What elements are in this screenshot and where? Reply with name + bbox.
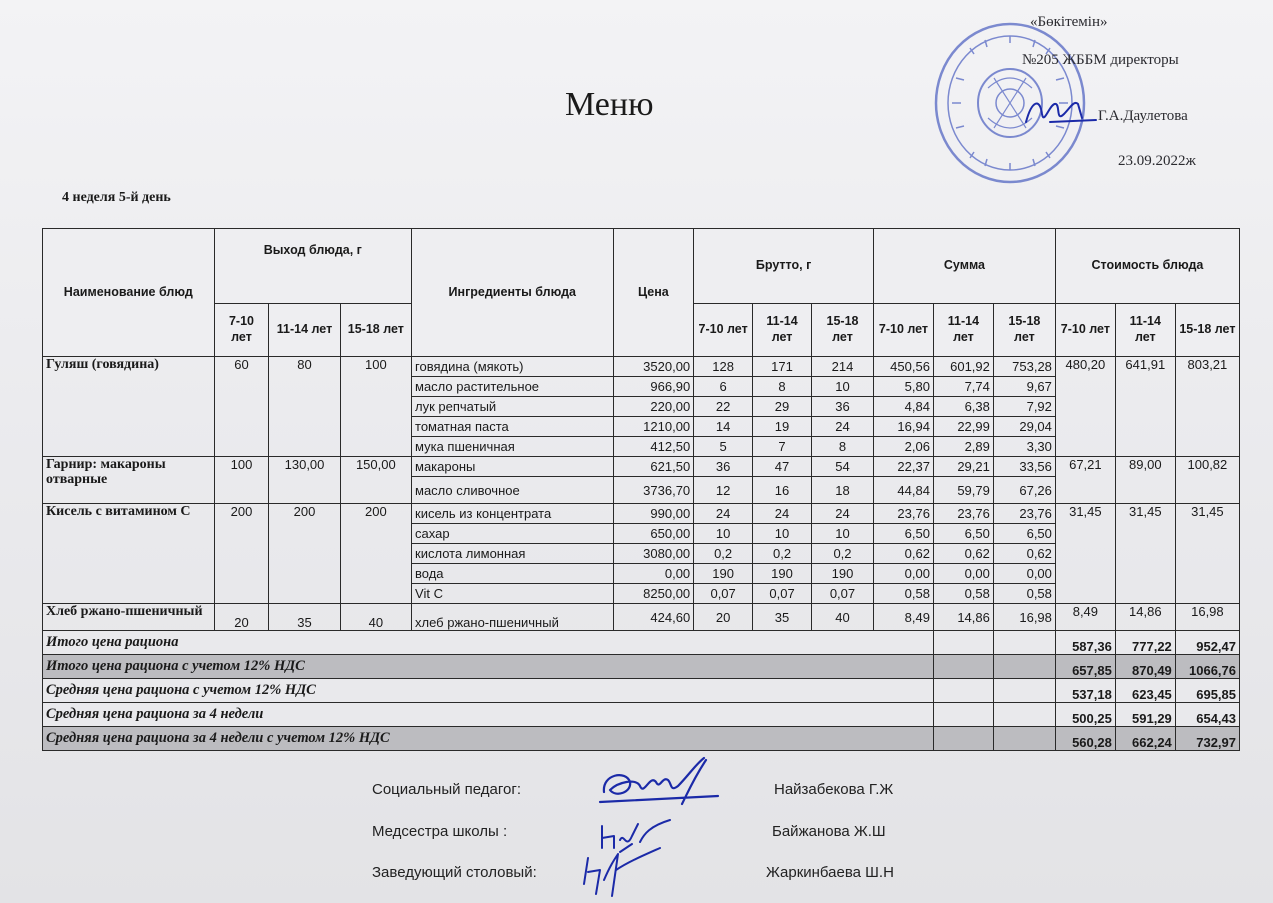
dish-name: Кисель с витамином С [43,504,215,604]
signature-role-nurse: Медсестра школы : [372,823,508,840]
sum-value: 7,74 [933,377,993,397]
brutto-value: 18 [811,477,873,504]
total-empty-cell [993,727,1055,751]
dish-yield: 100 [340,357,411,457]
header-cost-age2: 11-14 лет [1115,304,1175,357]
ingredient-price: 1210,00 [613,417,694,437]
ingredient-name: масло сливочное [412,477,614,504]
approval-date: 23.09.2022ж [1118,153,1196,169]
total-label: Итого цена рациона с учетом 12% НДС [43,655,934,679]
sum-value: 22,37 [874,457,934,477]
brutto-value: 8 [811,437,873,457]
sum-value: 33,56 [993,457,1055,477]
sum-value: 0,00 [933,564,993,584]
sum-value: 601,92 [933,357,993,377]
dish-cost: 641,91 [1115,357,1175,457]
sum-value: 0,62 [993,544,1055,564]
dish-yield: 150,00 [340,457,411,504]
total-value: 500,25 [1055,703,1115,727]
dish-cost: 803,21 [1175,357,1239,457]
sum-value: 0,58 [874,584,934,604]
dish-cost: 89,00 [1115,457,1175,504]
ingredient-name: масло растительное [412,377,614,397]
ingredient-name: лук репчатый [412,397,614,417]
brutto-value: 36 [694,457,753,477]
approval-position: №205 ЖББМ директоры [1022,52,1179,68]
total-label: Средняя цена рациона с учетом 12% НДС [43,679,934,703]
canteen-signature [576,840,666,900]
menu-table [42,228,1240,751]
sum-value: 4,84 [874,397,934,417]
dish-name: Гуляш (говядина) [43,357,215,457]
director-signature [1020,92,1100,132]
header-sum: Сумма [874,229,1056,304]
header-cost: Стоимость блюда [1055,229,1239,304]
total-empty-cell [993,631,1055,655]
dish-yield: 20 [214,604,269,631]
sum-value: 0,62 [874,544,934,564]
dish-cost: 31,45 [1115,504,1175,604]
sum-value: 23,76 [874,504,934,524]
dish-yield: 200 [340,504,411,604]
brutto-value: 8 [753,377,812,397]
total-label: Средняя цена рациона за 4 недели [43,703,934,727]
brutto-value: 24 [811,504,873,524]
ingredient-price: 990,00 [613,504,694,524]
brutto-value: 190 [694,564,753,584]
brutto-value: 0,2 [753,544,812,564]
dish-cost: 67,21 [1055,457,1115,504]
ingredient-name: кислота лимонная [412,544,614,564]
dish-yield: 40 [340,604,411,631]
menu-table-body [43,357,1240,751]
brutto-value: 10 [811,524,873,544]
brutto-value: 10 [694,524,753,544]
dish-cost: 31,45 [1055,504,1115,604]
dish-cost: 16,98 [1175,604,1239,631]
sum-value: 6,50 [933,524,993,544]
dish-name: Хлеб ржано-пшеничный [43,604,215,631]
ingredient-name: Vit C [412,584,614,604]
brutto-value: 190 [753,564,812,584]
header-sum-age1: 7-10 лет [874,304,934,357]
brutto-value: 19 [753,417,812,437]
ingredient-price: 220,00 [613,397,694,417]
ingredient-name: вода [412,564,614,584]
signature-name-nurse: Байжанова Ж.Ш [772,823,886,840]
week-day-label: 4 неделя 5-й день [62,190,171,205]
dish-yield: 100 [214,457,269,504]
sum-value: 6,50 [993,524,1055,544]
table-row [43,457,1240,477]
sum-value: 16,94 [874,417,934,437]
sum-value: 7,92 [993,397,1055,417]
total-empty-cell [933,679,993,703]
brutto-value: 0,07 [811,584,873,604]
header-price: Цена [613,229,694,357]
sum-value: 753,28 [993,357,1055,377]
brutto-value: 54 [811,457,873,477]
header-brutto-age2: 11-14 лет [753,304,812,357]
dish-cost: 31,45 [1175,504,1239,604]
sum-value: 3,30 [993,437,1055,457]
header-yield-age3: 15-18 лет [340,304,411,357]
brutto-value: 22 [694,397,753,417]
brutto-value: 0,07 [694,584,753,604]
sum-value: 0,58 [933,584,993,604]
brutto-value: 40 [811,604,873,631]
brutto-value: 36 [811,397,873,417]
ingredient-price: 424,60 [613,604,694,631]
total-value: 587,36 [1055,631,1115,655]
total-value: 662,24 [1115,727,1175,751]
brutto-value: 14 [694,417,753,437]
total-value: 654,43 [1175,703,1239,727]
dish-cost: 14,86 [1115,604,1175,631]
brutto-value: 6 [694,377,753,397]
ingredient-price: 3736,70 [613,477,694,504]
sum-value: 450,56 [874,357,934,377]
brutto-value: 16 [753,477,812,504]
sum-value: 44,84 [874,477,934,504]
ingredient-price: 3080,00 [613,544,694,564]
sum-value: 2,06 [874,437,934,457]
header-dish: Наименование блюд [43,229,215,357]
sum-value: 6,50 [874,524,934,544]
brutto-value: 190 [811,564,873,584]
brutto-value: 20 [694,604,753,631]
total-empty-cell [993,703,1055,727]
header-yield-age1: 7-10 лет [214,304,269,357]
total-empty-cell [933,655,993,679]
table-row [43,604,1240,631]
ingredient-price: 3520,00 [613,357,694,377]
signature-role-social: Социальный педагог: [372,781,522,798]
header-yield: Выход блюда, г [214,229,411,304]
sum-value: 8,49 [874,604,934,631]
dish-yield: 130,00 [269,457,340,504]
total-empty-cell [933,631,993,655]
dish-cost: 480,20 [1055,357,1115,457]
sum-value: 9,67 [993,377,1055,397]
ingredient-price: 0,00 [613,564,694,584]
total-empty-cell [933,727,993,751]
dish-cost: 8,49 [1055,604,1115,631]
approval-org: «Бөкітемін» [1030,14,1108,30]
social-pedagog-signature [596,752,726,814]
brutto-value: 24 [811,417,873,437]
sum-value: 0,58 [993,584,1055,604]
ingredient-price: 650,00 [613,524,694,544]
signature-name-social: Найзабекова Г.Ж [774,781,894,798]
total-value: 695,85 [1175,679,1239,703]
header-sum-age3: 15-18 лет [993,304,1055,357]
sum-value: 6,38 [933,397,993,417]
header-cost-age1: 7-10 лет [1055,304,1115,357]
signature-role-canteen: Заведующий столовый: [372,864,537,881]
approval-name: Г.А.Даулетова [1098,108,1188,124]
dish-cost: 100,82 [1175,457,1239,504]
ingredient-name: кисель из концентрата [412,504,614,524]
sum-value: 0,62 [933,544,993,564]
brutto-value: 10 [811,377,873,397]
dish-yield: 60 [214,357,269,457]
signature-name-canteen: Жаркинбаева Ш.Н [766,864,894,881]
brutto-value: 47 [753,457,812,477]
header-sum-age2: 11-14 лет [933,304,993,357]
brutto-value: 24 [694,504,753,524]
header-brutto: Брутто, г [694,229,874,304]
ingredient-price: 621,50 [613,457,694,477]
total-empty-cell [993,679,1055,703]
header-brutto-age1: 7-10 лет [694,304,753,357]
brutto-value: 35 [753,604,812,631]
header-cost-age3: 15-18 лет [1175,304,1239,357]
sum-value: 29,21 [933,457,993,477]
total-label: Средняя цена рациона за 4 недели с учетом 12% НДС [43,727,934,751]
ingredient-name: сахар [412,524,614,544]
brutto-value: 29 [753,397,812,417]
brutto-value: 0,2 [694,544,753,564]
ingredient-price: 8250,00 [613,584,694,604]
total-value: 870,49 [1115,655,1175,679]
sum-value: 67,26 [993,477,1055,504]
sum-value: 2,89 [933,437,993,457]
ingredient-price: 966,90 [613,377,694,397]
brutto-value: 0,07 [753,584,812,604]
dish-yield: 200 [269,504,340,604]
total-value: 1066,76 [1175,655,1239,679]
page-title: Меню [565,86,654,123]
total-row [43,631,1240,655]
brutto-value: 214 [811,357,873,377]
brutto-value: 7 [753,437,812,457]
total-row [43,727,1240,751]
sum-value: 0,00 [874,564,934,584]
table-row [43,357,1240,377]
total-value: 952,47 [1175,631,1239,655]
total-value: 591,29 [1115,703,1175,727]
total-row [43,679,1240,703]
total-value: 657,85 [1055,655,1115,679]
ingredient-name: томатная паста [412,417,614,437]
brutto-value: 12 [694,477,753,504]
ingredient-price: 412,50 [613,437,694,457]
total-empty-cell [933,703,993,727]
sum-value: 22,99 [933,417,993,437]
total-empty-cell [993,655,1055,679]
header-ingredients: Ингредиенты блюда [412,229,614,357]
sum-value: 23,76 [933,504,993,524]
sum-value: 29,04 [993,417,1055,437]
sum-value: 5,80 [874,377,934,397]
sum-value: 16,98 [993,604,1055,631]
total-label: Итого цена рациона [43,631,934,655]
sum-value: 14,86 [933,604,993,631]
total-value: 560,28 [1055,727,1115,751]
sum-value: 0,00 [993,564,1055,584]
table-row [43,504,1240,524]
brutto-value: 128 [694,357,753,377]
dish-yield: 200 [214,504,269,604]
dish-name: Гарнир: макароны отварные [43,457,215,504]
brutto-value: 171 [753,357,812,377]
brutto-value: 0,2 [811,544,873,564]
total-value: 537,18 [1055,679,1115,703]
total-value: 777,22 [1115,631,1175,655]
ingredient-name: макароны [412,457,614,477]
dish-yield: 35 [269,604,340,631]
total-value: 732,97 [1175,727,1239,751]
total-row [43,655,1240,679]
sum-value: 59,79 [933,477,993,504]
header-yield-age2: 11-14 лет [269,304,340,357]
brutto-value: 24 [753,504,812,524]
total-row [43,703,1240,727]
ingredient-name: мука пшеничная [412,437,614,457]
total-value: 623,45 [1115,679,1175,703]
ingredient-name: хлеб ржано-пшеничный [412,604,614,631]
header-brutto-age3: 15-18 лет [811,304,873,357]
brutto-value: 10 [753,524,812,544]
brutto-value: 5 [694,437,753,457]
ingredient-name: говядина (мякоть) [412,357,614,377]
dish-yield: 80 [269,357,340,457]
sum-value: 23,76 [993,504,1055,524]
